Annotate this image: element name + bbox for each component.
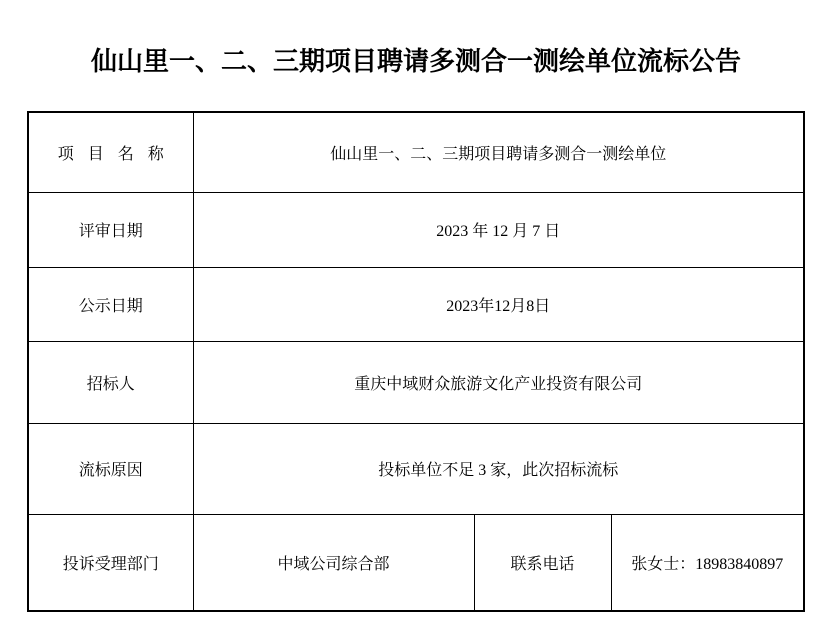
table-row-failure-reason bbox=[28, 423, 804, 514]
row-value-project-name: 仙山里一、二、三期项目聘请多测合一测绘单位 bbox=[193, 112, 804, 192]
row-label-failure-reason: 流标原因 bbox=[28, 423, 193, 514]
row-label-publicity-date: 公示日期 bbox=[28, 267, 193, 341]
row-value-complaint-dept: 中域公司综合部 bbox=[193, 514, 474, 611]
table-row-tenderer bbox=[28, 341, 804, 423]
table-row-project-name bbox=[28, 112, 804, 192]
row-label-complaint-dept: 投诉受理部门 bbox=[28, 514, 193, 611]
row-label-contact-phone: 联系电话 bbox=[474, 514, 611, 611]
row-value-contact-phone: 张女士：18983840897 bbox=[611, 514, 804, 611]
row-label-review-date: 评审日期 bbox=[28, 192, 193, 267]
row-value-failure-reason: 投标单位不足 3 家，此次招标流标 bbox=[193, 423, 804, 514]
table-row-review-date bbox=[28, 192, 804, 267]
row-label-project-name: 项 目 名 称 bbox=[28, 112, 193, 192]
table-row-complaint-dept bbox=[28, 514, 804, 611]
row-value-tenderer: 重庆中域财众旅游文化产业投资有限公司 bbox=[193, 341, 804, 423]
table-row-publicity-date bbox=[28, 267, 804, 341]
row-value-review-date: 2023 年 12 月 7 日 bbox=[193, 192, 804, 267]
row-value-publicity-date: 2023年12月8日 bbox=[193, 267, 804, 341]
announcement-table bbox=[27, 111, 805, 612]
page-title: 仙山里一、二、三期项目聘请多测合一测绘单位流标公告 bbox=[90, 47, 741, 76]
row-label-tenderer: 招标人 bbox=[28, 341, 193, 423]
